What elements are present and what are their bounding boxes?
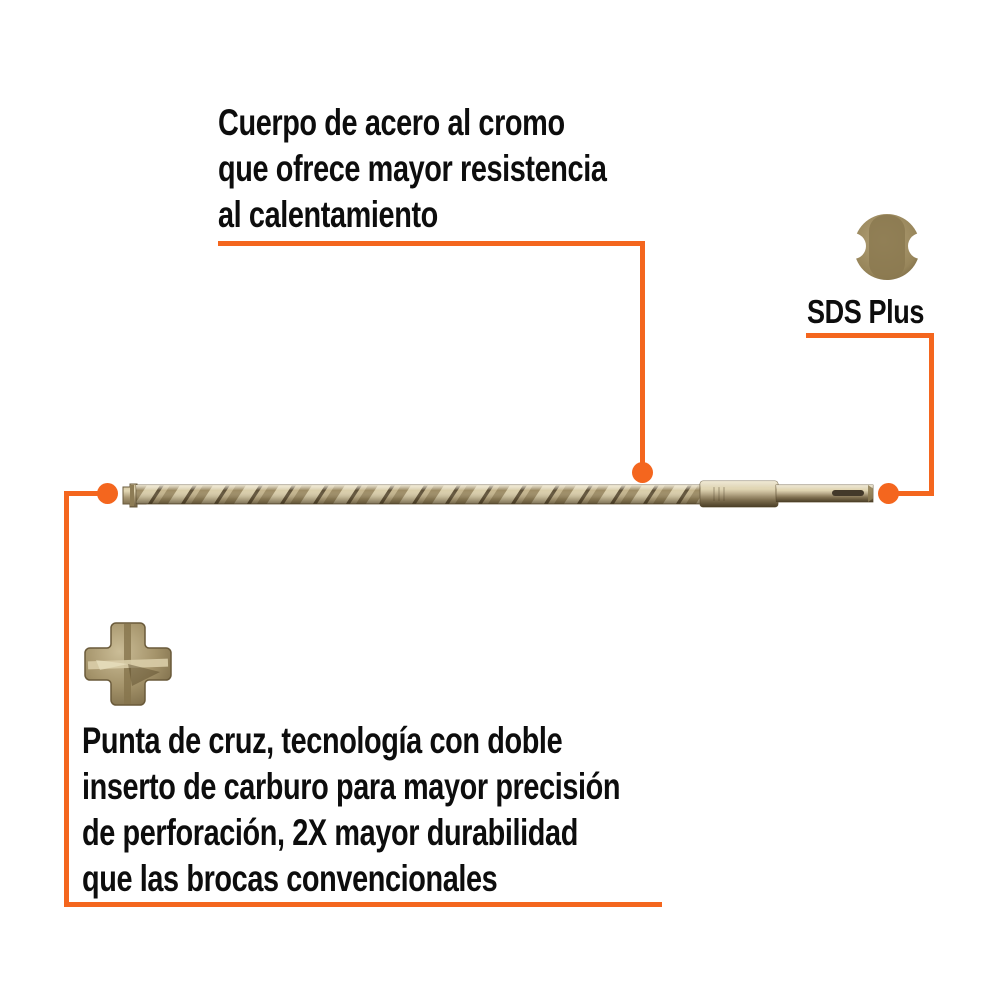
- sds-shank: [776, 485, 873, 502]
- body-feature-text: [218, 100, 607, 238]
- sds-callout-line-top: [806, 333, 934, 338]
- tip-callout-line-bottom: [64, 902, 662, 907]
- body-callout-line-horizontal: [218, 241, 645, 246]
- bit-collar: [700, 481, 778, 507]
- sds-plus-label: SDS Plus: [807, 293, 925, 330]
- tip-feature-line-3: de perforación, 2X mayor durabilidad: [82, 812, 578, 853]
- tip-feature-line-4: que las brocas convencionales: [82, 858, 498, 899]
- sds-plus-shank-icon: [852, 210, 922, 284]
- tip-feature-text: [82, 718, 620, 902]
- cross-tip-icon: [80, 618, 176, 710]
- body-feature-line-2: que ofrece mayor resistencia: [218, 148, 607, 189]
- tip-feature-line-2: inserto de carburo para mayor precisión: [82, 766, 621, 807]
- tip-callout-line-top: [64, 491, 108, 496]
- body-feature-line-3: al calentamiento: [218, 194, 438, 235]
- fluted-body: [136, 485, 704, 504]
- tip-callout-line-vertical: [64, 491, 69, 907]
- body-feature-line-1: Cuerpo de acero al cromo: [218, 102, 565, 143]
- sds-callout-dot: [878, 483, 899, 504]
- tip-feature-line-1: Punta de cruz, tecnología con doble: [82, 720, 563, 761]
- body-callout-line-vertical: [640, 241, 645, 474]
- body-callout-dot: [632, 462, 653, 483]
- drill-bit-image: [120, 476, 880, 512]
- sds-callout-line-vertical: [929, 333, 934, 496]
